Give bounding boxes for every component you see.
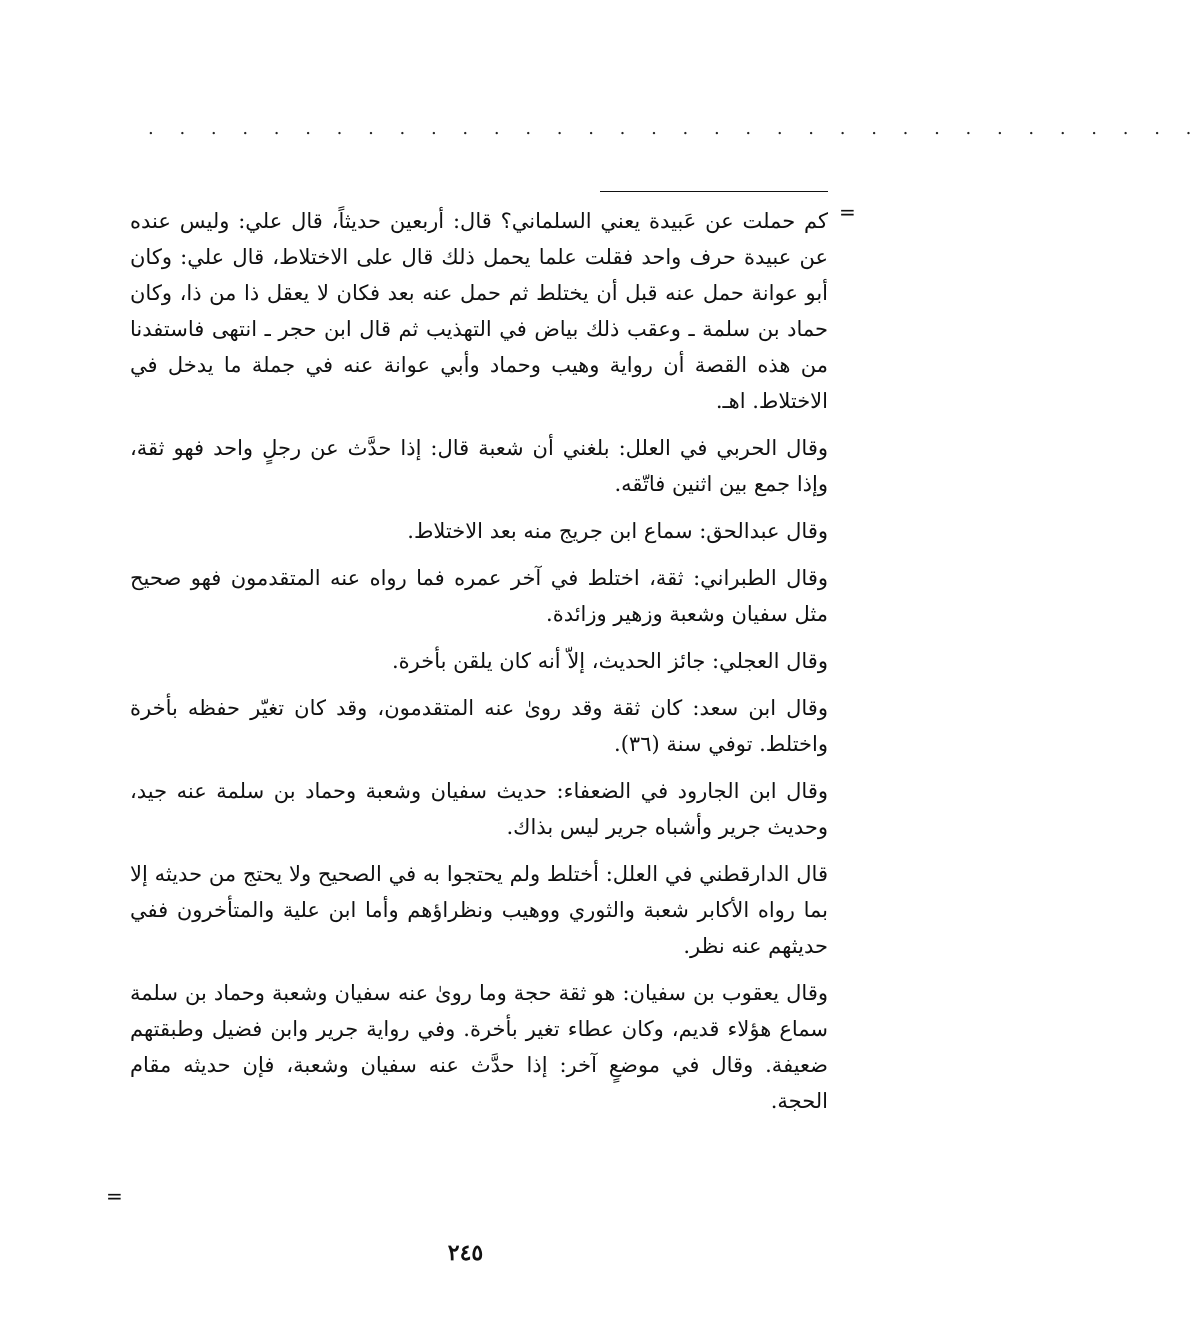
paragraph-4: وقال الطبراني: ثقة، اختلط في آخر عمره فما رواه عنه المتقدمون فهو صحيح مثل سفيان وشعبة وزهير وزائدة. <box>130 566 828 626</box>
paragraph-9: وقال يعقوب بن سفيان: هو ثقة حجة وما روىٰ عنه سفيان وشعبة وحماد بن سلمة سماع هؤلاء قديم، وكان عطاء تغير بأخرة. وفي رواية جرير وابن فضيل وطبقتهم ضعيفة. وقال في موضعٍ آخر: إذا حدَّث عنه سفيان وشعبة، فإن حديثه مقام الحجة. <box>130 981 828 1113</box>
page-body <box>130 203 828 1130</box>
paragraph-6: وقال ابن سعد: كان ثقة وقد روىٰ عنه المتقدمون، وقد كان تغيّر حفظه بأخرة واختلط. توفي سنة (٣٦). <box>130 696 828 756</box>
paragraph-1: كم حملت عن عَبيدة يعني السلماني؟ قال: أربعين حديثاً، قال علي: وليس عنده عن عبيدة حرف واحد فقلت علما يحمل ذلك قال على الاختلاط، قال علي: وكان أبو عوانة حمل عنه قبل أن يختلط ثم حمل عنه بعد فكان لا يعقل ذا من ذا، وكان حماد بن سلمة ـ وعقب ذلك بياض في التهذيب ثم قال ابن حجر ـ انتهى فاستفدنا من هذه القصة أن رواية وهيب وحماد وأبي عوانة عنه في جملة ما يدخل في الاختلاط. اهـ. <box>130 209 828 413</box>
continuation-mark-bottom: = <box>106 1184 123 1208</box>
dotted-rule: . . . . . . . . . . . . . . . . . . . . . . . . . . . . . . . . . . <box>148 118 1201 139</box>
paragraph-3: وقال عبدالحق: سماع ابن جريج منه بعد الاختلاط. <box>407 519 828 543</box>
page-number: ٢٤٥ <box>447 1240 484 1266</box>
paragraph-7: وقال ابن الجارود في الضعفاء: حديث سفيان وشعبة وحماد بن سلمة عنه جيد، وحديث جرير وأشباه جرير ليس بذاك. <box>130 779 828 839</box>
footnote-separator <box>600 191 828 192</box>
paragraph-2: وقال الحربي في العلل: بلغني أن شعبة قال: إذا حدَّث عن رجلٍ واحد فهو ثقة، وإذا جمع بين اثنين فاتّقه. <box>130 436 828 496</box>
paragraph-8: قال الدارقطني في العلل: أختلط ولم يحتجوا به في الصحيح ولا يحتج من حديثه إلا بما رواه الأكابر شعبة والثوري ووهيب ونظراؤهم وأما ابن علية والمتأخرون ففي حديثهم عنه نظر. <box>130 862 828 958</box>
paragraph-5: وقال العجلي: جائز الحديث، إلاّ أنه كان يلقن بأخرة. <box>391 649 828 673</box>
continuation-mark-top: = <box>839 200 856 224</box>
